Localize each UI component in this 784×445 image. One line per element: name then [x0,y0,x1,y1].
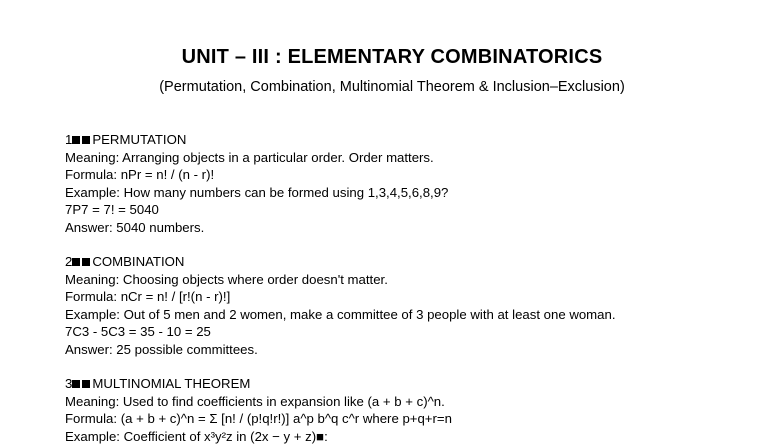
section-title: PERMUTATION [92,132,186,147]
section-line: 7P7 = 7! = 5040 [65,201,765,219]
section-line: Answer: 5040 numbers. [65,219,765,237]
section-title: COMBINATION [92,254,184,269]
section-line: 7C3 - 5C3 = 35 - 10 = 25 [65,323,765,341]
square-bullet-icon [82,258,90,266]
page-subtitle: (Permutation, Combination, Multinomial Theorem & Inclusion–Exclusion) [0,78,784,96]
section-heading [65,131,765,149]
section-number: 1 [65,132,72,147]
section-line: Answer: 25 possible committees. [65,341,765,359]
square-bullet-icon [72,380,80,388]
section-line: Formula: (a + b + c)^n = Σ [n! / (p!q!r!)] a^p b^q c^r where p+q+r=n [65,410,765,428]
section-line: Meaning: Choosing objects where order doesn't matter. [65,271,765,289]
section-heading [65,375,765,393]
section-line: Example: Out of 5 men and 2 women, make a committee of 3 people with at least one woman. [65,306,765,324]
section-line: Meaning: Used to find coefficients in expansion like (a + b + c)^n. [65,393,765,411]
square-bullet-icon [82,380,90,388]
page-title: UNIT – III : ELEMENTARY COMBINATORICS [0,44,784,70]
square-bullet-icon [82,136,90,144]
section-line: Formula: nCr = n! / [r!(n - r)!] [65,288,765,306]
section-number: 3 [65,376,72,391]
section-line: Example: Coefficient of x³y²z in (2x − y + z)■: [65,428,765,445]
section-number: 2 [65,254,72,269]
section-line: Formula: nPr = n! / (n - r)! [65,166,765,184]
square-bullet-icon [72,136,80,144]
section-multinomial [65,375,765,445]
section-line: Example: How many numbers can be formed using 1,3,4,5,6,8,9? [65,184,765,202]
section-line: Meaning: Arranging objects in a particular order. Order matters. [65,149,765,167]
section-title: MULTINOMIAL THEOREM [92,376,250,391]
section-combination [65,253,765,358]
section-permutation [65,131,765,236]
section-heading [65,253,765,271]
square-bullet-icon [72,258,80,266]
